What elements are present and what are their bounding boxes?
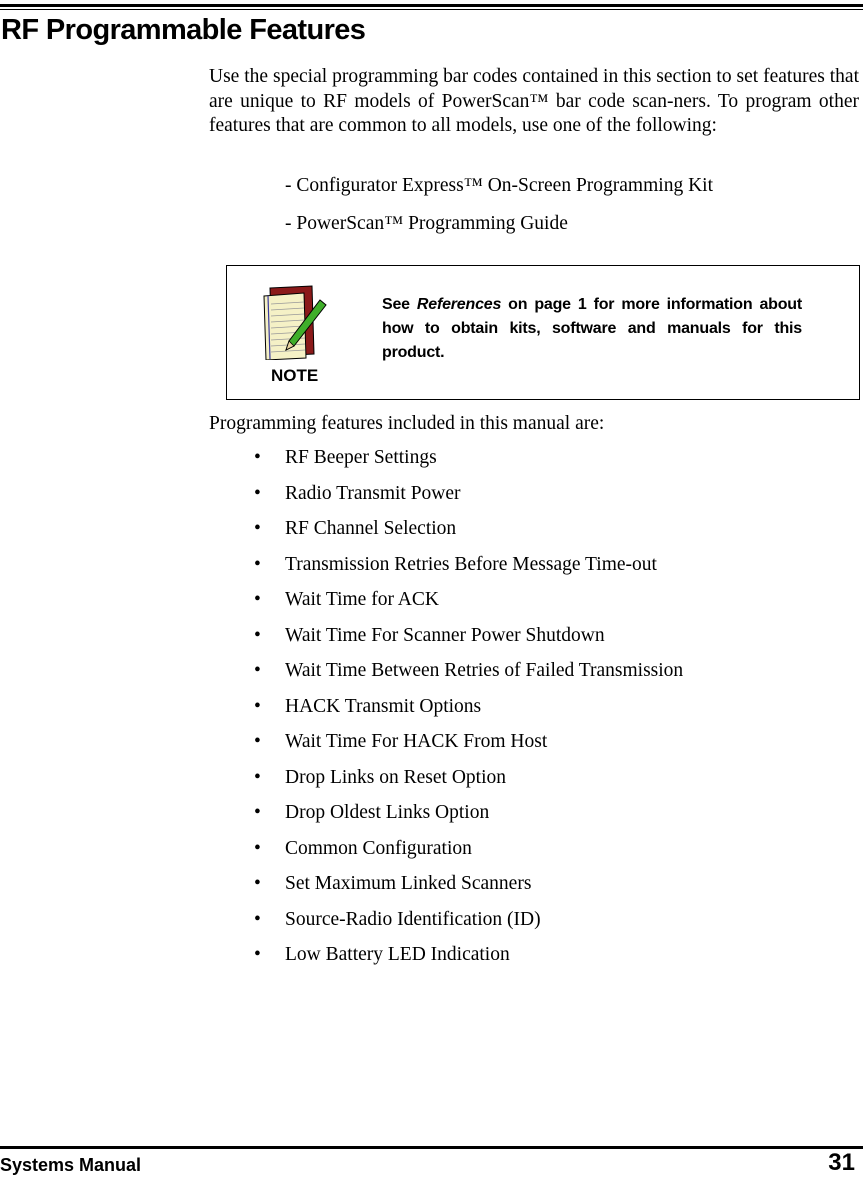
bullet-icon: • bbox=[254, 624, 261, 646]
note-box bbox=[226, 265, 860, 400]
feature-label: Wait Time Between Retries of Failed Transmission bbox=[285, 660, 684, 681]
bullet-icon: • bbox=[254, 837, 261, 859]
intro-paragraph: Use the special programming bar codes contained in this section to set features that are unique to RF models of PowerScan™ bar code scan-ners. To program other features that are common to all models, use one of the following: bbox=[209, 66, 859, 136]
feature-label: Drop Links on Reset Option bbox=[285, 766, 506, 788]
bullet-icon: • bbox=[254, 553, 261, 575]
feature-label: RF Beeper Settings bbox=[285, 447, 437, 468]
feature-label: HACK Transmit Options bbox=[285, 695, 482, 717]
bullet-icon: • bbox=[254, 482, 261, 504]
page-title: RF Programmable Features bbox=[1, 14, 366, 46]
bullet-icon: • bbox=[254, 944, 261, 965]
sub-item-programming-guide: - PowerScan™ Programming Guide bbox=[285, 213, 568, 234]
feature-label: Drop Oldest Links Option bbox=[285, 802, 490, 823]
note-text bbox=[382, 293, 802, 365]
bullet-icon: • bbox=[254, 766, 261, 788]
notepad-icon bbox=[260, 284, 332, 360]
feature-label: Low Battery LED Indication bbox=[285, 944, 510, 965]
features-intro: Programming features included in this manual are: bbox=[209, 413, 605, 434]
note-label: NOTE bbox=[271, 366, 319, 385]
feature-label: Radio Transmit Power bbox=[285, 482, 461, 504]
header-rule-thick bbox=[0, 4, 863, 7]
sub-item-configurator: - Configurator Express™ On-Screen Programming Kit bbox=[285, 175, 713, 196]
bullet-icon: • bbox=[254, 589, 261, 610]
bullet-icon: • bbox=[254, 447, 261, 468]
bullet-icon: • bbox=[254, 731, 261, 752]
bullet-icon: • bbox=[254, 873, 261, 894]
note-text-before: See bbox=[382, 296, 417, 313]
feature-label: Wait Time For Scanner Power Shutdown bbox=[285, 624, 605, 646]
feature-label: Wait Time For HACK From Host bbox=[285, 731, 548, 752]
bullet-icon: • bbox=[254, 660, 261, 681]
feature-label: Transmission Retries Before Message Time-out bbox=[285, 553, 657, 575]
footer-rule bbox=[0, 1146, 863, 1149]
bullet-icon: • bbox=[254, 802, 261, 823]
note-reference: References bbox=[416, 296, 502, 313]
header-rule-thin bbox=[0, 9, 863, 10]
feature-label: Wait Time for ACK bbox=[285, 589, 439, 610]
feature-label: Source-Radio Identification (ID) bbox=[285, 908, 541, 930]
note-text-after: on page 1 for more information about how to obtain kits, software and manuals for this product. bbox=[382, 296, 803, 361]
bullet-icon: • bbox=[254, 908, 261, 930]
bullet-icon: • bbox=[254, 695, 261, 717]
page-number: 31 bbox=[828, 1149, 855, 1176]
bullet-icon: • bbox=[254, 518, 261, 539]
feature-label: Set Maximum Linked Scanners bbox=[285, 873, 532, 894]
feature-label: RF Channel Selection bbox=[285, 518, 457, 539]
footer-title: Systems Manual bbox=[0, 1155, 142, 1175]
feature-label: Common Configuration bbox=[285, 837, 472, 859]
